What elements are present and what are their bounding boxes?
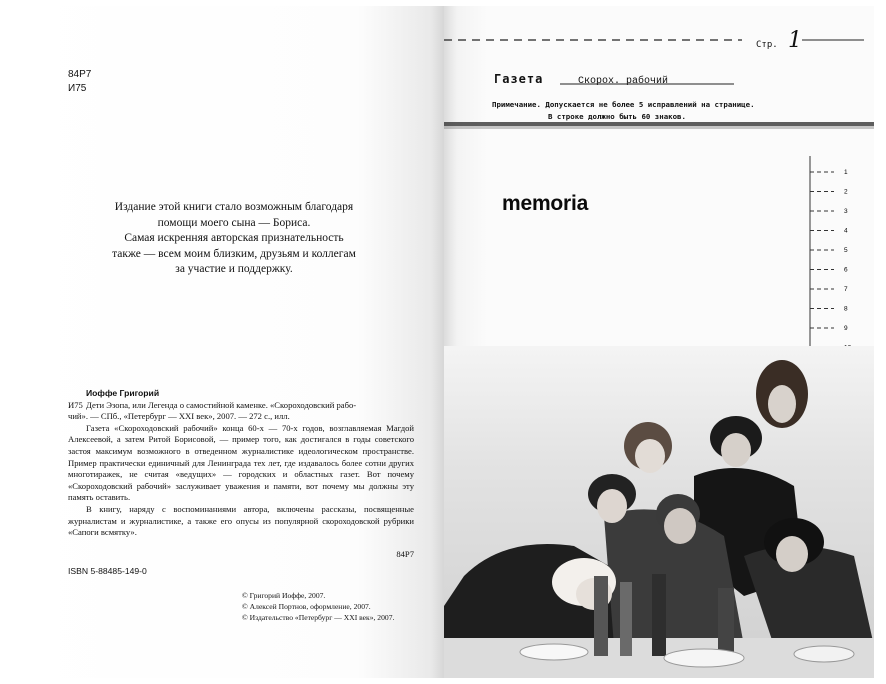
catalog-publication: чий». — СПб., «Петербург — XXI век», 2007. — 272 с., илл. <box>68 411 290 422</box>
left-page <box>14 6 444 678</box>
ruler-number: 6 <box>844 266 848 274</box>
copyright-line: © Алексей Портнов, оформление, 2007. <box>242 602 371 611</box>
ruler-number: 7 <box>844 286 848 293</box>
catalog-title: Дети Эзопа, или Легенда о самостийной каменке. «Скороходовский рабо- <box>86 399 357 410</box>
classification-code <box>68 68 91 96</box>
catalog-code: И75 <box>68 399 83 410</box>
copyright-line: © Григорий Иоффе, 2007. <box>242 591 326 600</box>
author-sign: И75 <box>68 83 87 94</box>
form-note-1: Примечание. Допускается не более 5 исправлений на странице. <box>492 100 755 109</box>
dedication-line: помощи моего сына — Бориса. <box>157 216 311 229</box>
bbk-code: 84Р7 <box>68 69 92 80</box>
newspaper-name: Скорох. рабочий <box>578 76 669 87</box>
page-number-handwritten: 1 <box>788 28 802 53</box>
ruler-number: 9 <box>844 325 848 332</box>
catalog-annotation-2: В книгу, наряду с воспоминаниями автора, включены рассказы, посвященные журналистам и журналистике, а также его опусы из популярной скороходовской рубрики «Сапоги всмятку». <box>68 503 414 538</box>
newspaper-label: Газета <box>494 72 544 86</box>
dedication-line: также — всем моим близким, друзьям и коллегам <box>112 247 356 260</box>
dedication-line: Самая искренняя авторская признательность <box>124 232 344 245</box>
catalog-title-row <box>68 400 414 412</box>
isbn: ISBN 5-88485-149-0 <box>68 566 147 576</box>
group-photograph <box>444 346 874 678</box>
form-note-2: В строке должно быть 60 знаков. <box>548 112 686 121</box>
copyright-block <box>242 590 394 623</box>
catalog-card <box>68 388 414 560</box>
catalog-author: Иоффе Григорий <box>86 388 160 398</box>
right-page <box>444 6 874 678</box>
dedication <box>84 200 384 278</box>
series-title: memoria <box>502 192 589 215</box>
ruler-number: 1 <box>844 169 848 176</box>
ruler-number: 8 <box>844 305 848 313</box>
copyright-line: © Издательство «Петербург — XXI век», 2007. <box>242 613 395 622</box>
ruler-number: 2 <box>844 188 848 196</box>
ruler-number: 3 <box>844 208 848 215</box>
dedication-line: за участие и поддержку. <box>175 263 293 276</box>
catalog-annotation: Газета «Скороходовский рабочий» конца 60-х — 70-х годов, возглавляемая Магдой Алексеевой, а затем Ритой Борисовой, — пример того, как достигался в годы советского застоя максимум возможного в отведенном журналистике идеологическом пространстве. Пример практически единичный для Ленинграда тех лет, где издавалось более сотни других многотиражек, не считая «ведущих» — городских и областных газет. Вот почему «Скороходовский рабочий» заслуживает уважения и памяти, вот почему мы должны эту память оставить. <box>68 422 414 503</box>
dedication-line: Издание этой книги стало возможным благодаря <box>114 201 354 213</box>
ruler-number: 5 <box>844 247 848 254</box>
ruler-number: 4 <box>844 227 848 235</box>
page-label: Стр. <box>756 40 778 50</box>
catalog-bottom-code: 84Р7 <box>396 548 414 559</box>
